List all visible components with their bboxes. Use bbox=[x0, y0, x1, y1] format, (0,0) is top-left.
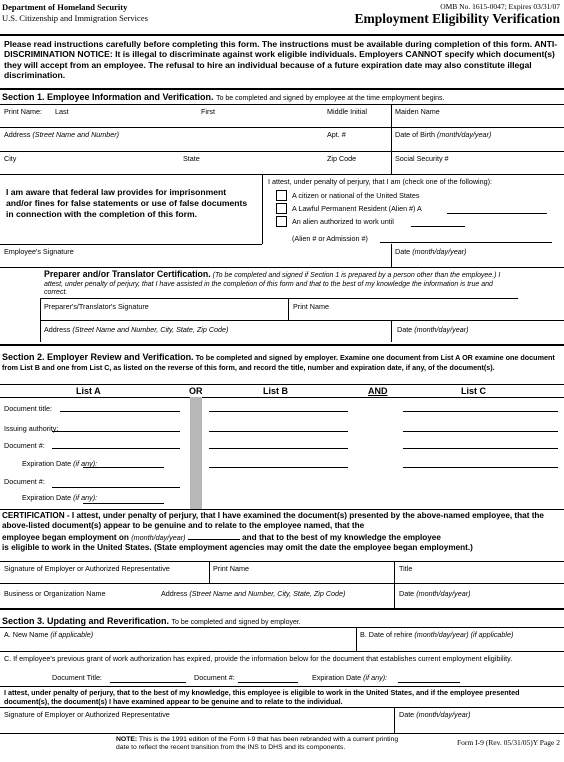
and-heading: AND bbox=[368, 386, 388, 396]
instructions-text: Please read instructions carefully before completing this form. The instructions must be available during completion of this form. ANTI-DISCRIMINATION NOTICE: It is illegal to discriminate against work eligible individuals. Employers CANNOT specify which document(s) they will accept from an employee. The refusal to hire an individual because of a future expiration date may also constitute illegal discrimination. bbox=[4, 39, 558, 81]
list-b-doc-number-line[interactable] bbox=[209, 448, 348, 449]
row-rule bbox=[0, 583, 564, 584]
aware-text: I am aware that federal law provides for imprisonment and/or fines for false statements or use of false documents in connection with the completion of this form. bbox=[6, 187, 248, 220]
zip-label: Zip Code bbox=[327, 154, 357, 163]
section2-header bbox=[2, 353, 558, 372]
preparer-address-label: Address (Street Name and Number, City, State, Zip Code) bbox=[44, 325, 229, 334]
last-name-label: Last bbox=[55, 107, 69, 116]
row-rule bbox=[0, 151, 564, 152]
list-c-issuing-line[interactable] bbox=[403, 431, 558, 432]
section3-expiration-line[interactable] bbox=[398, 682, 460, 683]
apt-label: Apt. # bbox=[327, 130, 346, 139]
section3-doc-number-line[interactable] bbox=[238, 682, 298, 683]
divider bbox=[394, 561, 395, 608]
employer-title-label: Title bbox=[399, 564, 413, 573]
attest-label: I attest, under penalty of perjury, that I am (check one of the following): bbox=[268, 177, 492, 186]
form-title: Employment Eligibility Verification bbox=[354, 11, 560, 26]
doc-number-label: Document #: bbox=[4, 441, 45, 450]
section3-c-text: C. If employee's previous grant of work authorization has expired, provide the information below for the document that establishes current employment eligibility. bbox=[4, 654, 513, 663]
alien-number-line[interactable] bbox=[447, 213, 547, 214]
address-label: Address (Street Name and Number) bbox=[4, 130, 120, 139]
row-rule bbox=[40, 298, 518, 299]
new-name-label: A. New Name (if applicable) bbox=[4, 630, 94, 639]
row-rule bbox=[0, 244, 262, 245]
instructions-rule bbox=[0, 88, 564, 90]
business-name-label: Business or Organization Name bbox=[4, 589, 106, 598]
list-c-heading: List C bbox=[461, 386, 487, 396]
employer-print-name-label: Print Name bbox=[213, 564, 249, 573]
divider bbox=[394, 707, 395, 733]
divider bbox=[262, 174, 263, 244]
employee-signature-label: Employee's Signature bbox=[4, 247, 74, 256]
alien-authorized-checkbox[interactable] bbox=[276, 216, 287, 227]
section3-attest: I attest, under penalty of perjury, that to the best of my knowledge, this employee is eligible to work in the United States, and if the employee presented document(s), the document(s) I have examined appear to be genuine and to relate to the individual. bbox=[4, 688, 520, 706]
row-rule bbox=[40, 320, 564, 321]
list-b-heading: List B bbox=[263, 386, 289, 396]
list-a-heading: List A bbox=[76, 386, 101, 396]
divider bbox=[288, 298, 289, 320]
expiration-2-label: Expiration Date (if any): bbox=[22, 493, 98, 502]
header-rule bbox=[0, 34, 564, 36]
citizen-checkbox[interactable] bbox=[276, 190, 287, 201]
certification-text-2: employee began employment on (month/day/year) and that to the best of my knowledge the employee bbox=[2, 533, 441, 542]
row-rule bbox=[0, 397, 564, 398]
maiden-name-label: Maiden Name bbox=[395, 107, 440, 116]
row-rule bbox=[0, 509, 564, 510]
list-c-expiration-line[interactable] bbox=[403, 467, 558, 468]
preparer-date-label: Date (month/day/year) bbox=[397, 325, 469, 334]
city-label: City bbox=[4, 154, 17, 163]
employee-date-label: Date (month/day/year) bbox=[395, 247, 467, 256]
preparer-text: (To be completed and signed if Section 1 is prepared by a person other than the employee.) I attest, under penalty of perjury, that I have assisted in the completion of this form and that to the best of my knowledge the information is true and correct. bbox=[44, 272, 501, 297]
permanent-resident-checkbox[interactable] bbox=[276, 203, 287, 214]
row-rule bbox=[0, 651, 564, 652]
section3-expiration-label: Expiration Date (if any): bbox=[312, 673, 388, 682]
print-name-label: Print Name: bbox=[4, 107, 42, 116]
list-a-expiration-2-line[interactable] bbox=[83, 503, 164, 504]
dob-label: Date of Birth (month/day/year) bbox=[395, 130, 492, 139]
issuing-authority-label: Issuing authority: bbox=[4, 424, 59, 433]
list-b-doc-title-line[interactable] bbox=[209, 411, 348, 412]
omb-number: OMB No. 1615-0047; Expires 03/31/07 bbox=[440, 2, 560, 11]
permanent-resident-label: A Lawful Permanent Resident (Alien #) A bbox=[292, 204, 422, 213]
row-rule bbox=[0, 686, 564, 687]
list-a-doc-title-line[interactable] bbox=[60, 411, 180, 412]
row-rule bbox=[0, 627, 564, 628]
section3-subtitle: To be completed and signed by employer. bbox=[171, 619, 301, 626]
row-rule bbox=[0, 707, 564, 708]
department-name: Department of Homeland Security bbox=[2, 2, 128, 12]
section-rule bbox=[0, 608, 564, 610]
section2-title: Section 2. Employer Review and Verification. bbox=[2, 352, 194, 362]
middle-initial-label: Middle Initial bbox=[327, 107, 367, 116]
citizen-label: A citizen or national of the United States bbox=[292, 191, 420, 200]
rehire-label: B. Date of rehire (month/day/year) (if applicable) bbox=[360, 630, 514, 639]
section3-title: Section 3. Updating and Reverification. To be completed and signed by employer. bbox=[2, 616, 301, 626]
row-rule bbox=[0, 127, 564, 128]
doc-title-label: Document title: bbox=[4, 404, 52, 413]
footer-note: NOTE: This is the 1991 edition of the Form I-9 that has been rebranded with a current printing date to reflect the recent transition from the INS to DHS and its components. bbox=[116, 736, 399, 751]
section3-employer-signature-label: Signature of Employer or Authorized Representative bbox=[4, 710, 170, 719]
section1-rule bbox=[0, 104, 564, 105]
row-rule bbox=[0, 733, 564, 734]
list-b-issuing-line[interactable] bbox=[209, 431, 348, 432]
doc-number-2-label: Document #: bbox=[4, 477, 45, 486]
row-rule bbox=[0, 267, 564, 268]
employer-date-label: Date (month/day/year) bbox=[399, 589, 471, 598]
employment-start-date-line[interactable] bbox=[188, 539, 240, 540]
row-rule bbox=[0, 384, 564, 385]
or-heading: OR bbox=[189, 386, 203, 396]
state-label: State bbox=[183, 154, 200, 163]
alien-authorized-label: An alien authorized to work until bbox=[292, 217, 394, 226]
preparer-print-name-label: Print Name bbox=[293, 302, 329, 311]
list-a-doc-number-2-line[interactable] bbox=[52, 487, 180, 488]
section2-text: To be completed and signed by employer. Examine one document from List A OR examine one document from List B and one from List C, as listed on the reverse of this form, and record the title, number and expiration date, if any, of the document(s). bbox=[2, 353, 555, 372]
list-b-expiration-line[interactable] bbox=[209, 467, 348, 468]
or-divider-bar bbox=[190, 397, 202, 509]
section1-subtitle: To be completed and signed by employee at the time employment begins. bbox=[216, 95, 445, 102]
section3-doc-title-label: Document Title: bbox=[52, 673, 102, 682]
section3-date-label: Date (month/day/year) bbox=[399, 710, 471, 719]
expiration-label: Expiration Date (if any): bbox=[22, 459, 98, 468]
alien-admission-label: (Alien # or Admission #) bbox=[292, 234, 368, 243]
certification-text-1: CERTIFICATION - I attest, under penalty of perjury, that I have examined the document(s) presented by the above-named employee, that the above-listed document(s) appear to be genuine and to relate to the employee named, that the bbox=[2, 511, 544, 531]
form-id: Form I-9 (Rev. 05/31/05)Y Page 2 bbox=[457, 738, 560, 747]
divider bbox=[391, 104, 392, 174]
employer-address-label: Address (Street Name and Number, City, State, Zip Code) bbox=[161, 589, 346, 598]
preparer-signature-label: Preparer's/Translator's Signature bbox=[44, 302, 149, 311]
section3-doc-title-line[interactable] bbox=[110, 682, 186, 683]
divider bbox=[209, 561, 210, 583]
list-c-doc-number-line[interactable] bbox=[403, 448, 558, 449]
preparer-block bbox=[44, 270, 514, 298]
list-a-issuing-line[interactable] bbox=[52, 431, 180, 432]
agency-name: U.S. Citizenship and Immigration Services bbox=[2, 13, 148, 23]
admission-number-line[interactable] bbox=[380, 242, 552, 243]
section-rule bbox=[0, 344, 564, 346]
list-a-doc-number-line[interactable] bbox=[52, 448, 180, 449]
divider bbox=[391, 320, 392, 342]
row-rule bbox=[0, 561, 564, 562]
first-name-label: First bbox=[201, 107, 215, 116]
list-a-expiration-line[interactable] bbox=[83, 467, 164, 468]
divider bbox=[356, 627, 357, 651]
ssn-label: Social Security # bbox=[395, 154, 449, 163]
work-until-line[interactable] bbox=[411, 226, 465, 227]
certification-text-3: is eligible to work in the United States. (State employment agencies may omit the date the employee began employment.) bbox=[2, 543, 473, 552]
list-c-doc-title-line[interactable] bbox=[403, 411, 558, 412]
section3-doc-number-label: Document #: bbox=[194, 673, 235, 682]
divider bbox=[391, 244, 392, 268]
employer-signature-label: Signature of Employer or Authorized Representative bbox=[4, 564, 170, 573]
preparer-title: Preparer and/or Translator Certification. bbox=[44, 269, 211, 279]
section1-title: Section 1. Employee Information and Verification. To be completed and signed by employee at the time employment begins. bbox=[2, 92, 445, 102]
row-rule bbox=[0, 174, 564, 175]
